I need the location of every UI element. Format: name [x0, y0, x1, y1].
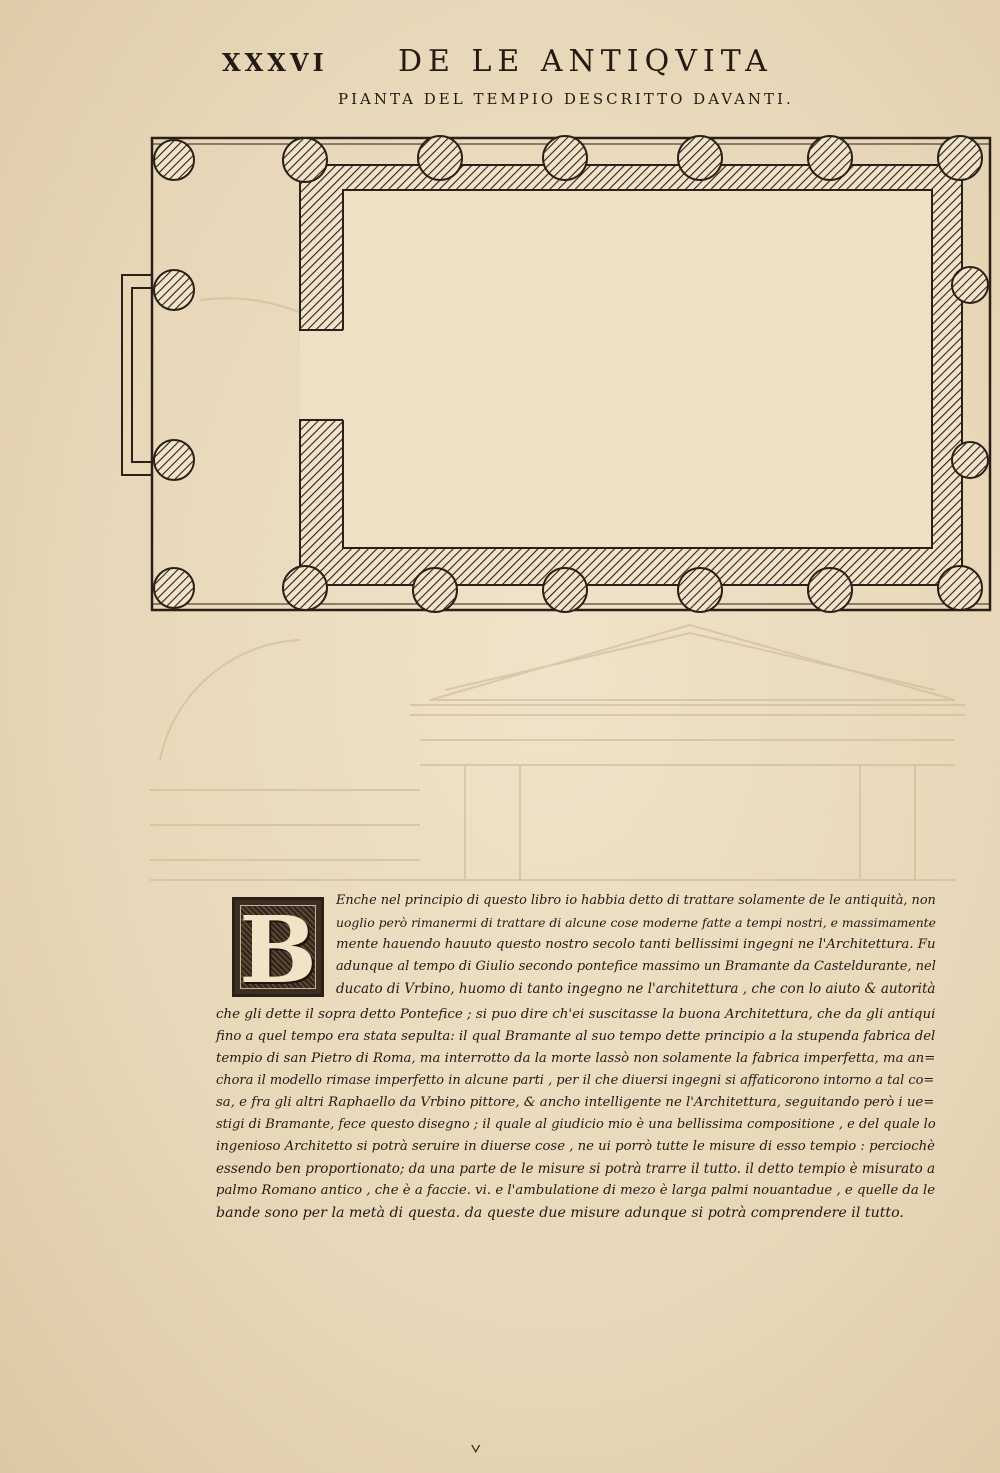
printer-mark-icon: ᘁ: [470, 1442, 482, 1467]
column-back-1: [952, 267, 988, 303]
portico-columns: [154, 140, 194, 608]
column-bottom-2: [413, 568, 457, 612]
portico-column-1: [154, 140, 194, 180]
text-line: mente hauendo hauuto questo nostro secolo tanti bellissimi ingegni ne l'Architettura. Fu: [336, 937, 936, 952]
portico-column-2: [154, 270, 194, 310]
column-top-1: [283, 138, 327, 182]
folio-number: XXXVI: [222, 48, 328, 77]
text-line: bande sono per la metà di questa. da queste due misure adunque si potrà comprendere il tutto.: [216, 1205, 904, 1221]
column-back-2: [952, 442, 988, 478]
text-line: chora il modello rimase imperfetto in alcune parti , per il che diuersi ingegni si affaticorono intorno a tal co=: [216, 1073, 935, 1088]
column-bottom-6: [938, 566, 982, 610]
column-bottom-3: [543, 568, 587, 612]
plate-title: PIANTA DEL TEMPIO DESCRITTO DAVANTI.: [338, 90, 794, 108]
text-line: adunque al tempo di Giulio secondo pontefice massimo un Bramante da Casteldurante, nel: [336, 959, 936, 974]
column-bottom-5: [808, 568, 852, 612]
decorated-initial: [232, 896, 324, 1004]
entrance-steps: [122, 275, 152, 475]
portico-column-4: [154, 568, 194, 608]
column-top-6: [938, 136, 982, 180]
portico-column-3: [154, 440, 194, 480]
text-line: che gli dette il sopra detto Pontefice ; si puo dire ch'ei suscitasse la buona Architettura, che da gli antiqui: [216, 1007, 936, 1022]
column-top-5: [808, 136, 852, 180]
text-line: palmo Romano antico , che è a faccie. vi. e l'ambulatione di mezo è larga palmi nouantadue , e quelle da le: [216, 1183, 936, 1198]
temple-floor-plan: [0, 0, 1000, 630]
running-title: DE LE ANTIQVITA: [398, 44, 773, 79]
text-line: uoglio però rimanermi di trattare di alcune cose moderne fatte a tempi nostri, e massimamente: [336, 916, 936, 930]
text-line: Enche nel principio di questo libro io habbia detto di trattare solamente de le antiquità, non: [336, 893, 936, 908]
column-top-2: [418, 136, 462, 180]
text-line: essendo ben proportionato; da una parte de le misure si potrà trarre il tutto. il detto tempio è misurato a: [216, 1161, 936, 1177]
initial-letter: B: [239, 896, 317, 1004]
text-line: sa, e fra gli altri Raphaello da Vrbino pittore, & ancho intelligente ne l'Architettura, seguitando però i ue=: [216, 1095, 935, 1110]
column-bottom-1: [283, 566, 327, 610]
text-line: stigi di Bramante, fece questo disegno ; il quale al giudicio mio è una bellissima compositione , e del quale lo: [216, 1117, 936, 1132]
text-line: tempio di san Pietro di Roma, ma interrotto da la morte lassò non solamente la fabrica imperfetta, ma an=: [216, 1051, 936, 1066]
column-top-3: [543, 136, 587, 180]
column-top-4: [678, 136, 722, 180]
text-line: ducato di Vrbino, huomo di tanto ingegno ne l'architettura , che con lo aiuto & autorità: [336, 981, 936, 997]
text-line: fino a quel tempo era stata sepulta: il qual Bramante al suo tempo dette principio a la stupenda fabrica del: [216, 1029, 936, 1044]
column-bottom-4: [678, 568, 722, 612]
text-line: ingenioso Architetto si potrà seruire in diuerse cose , ne ui porrò tutte le misure di esso tempio : perciochè: [216, 1139, 936, 1154]
